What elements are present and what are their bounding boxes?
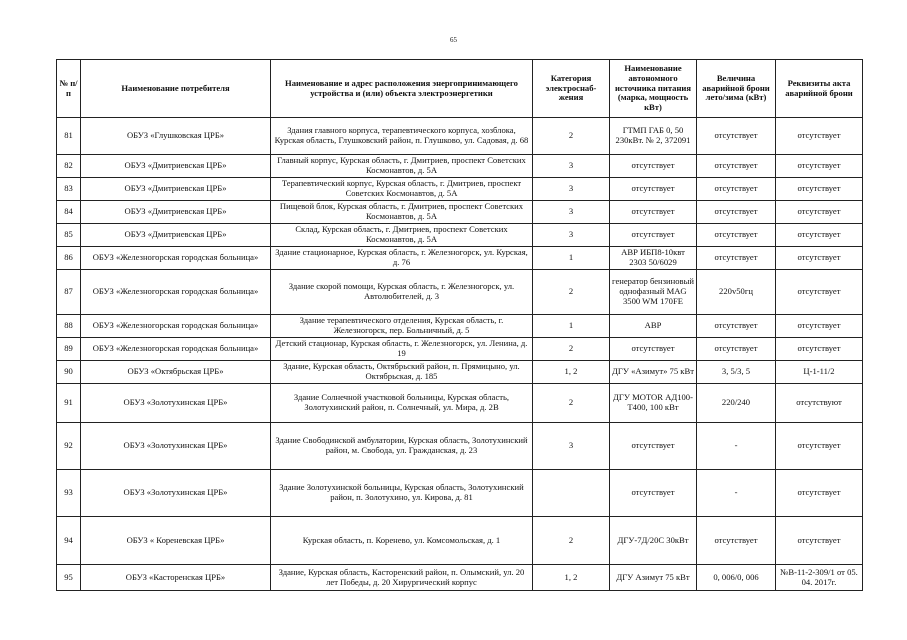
table-row bbox=[57, 315, 863, 338]
row-num: 84 bbox=[57, 201, 81, 224]
row-reserve: 0, 006/0, 006 bbox=[697, 565, 776, 591]
row-consumer: ОБУЗ «Глушковская ЦРБ» bbox=[81, 118, 271, 155]
row-source: ГТМП ГАБ 0, 50 230кВт. № 2, 372091 bbox=[610, 118, 697, 155]
row-address: Здание стационарное, Курская область, г. Железногорск, ул. Курская, д. 76 bbox=[271, 247, 533, 270]
row-reserve: отсутствует bbox=[697, 247, 776, 270]
row-num: 83 bbox=[57, 178, 81, 201]
row-act: отсутствуют bbox=[776, 384, 863, 423]
row-category: 3 bbox=[533, 178, 610, 201]
row-source: отсутствует bbox=[610, 338, 697, 361]
row-consumer: ОБУЗ «Золотухинская ЦРБ» bbox=[81, 384, 271, 423]
row-act: отсутствует bbox=[776, 423, 863, 470]
header-act: Реквизиты акта аварийной брони bbox=[776, 60, 863, 118]
table-row bbox=[57, 338, 863, 361]
row-category: 3 bbox=[533, 423, 610, 470]
row-num: 93 bbox=[57, 470, 81, 517]
row-consumer: ОБУЗ «Дмитриевская ЦРБ» bbox=[81, 201, 271, 224]
row-reserve: - bbox=[697, 470, 776, 517]
row-source: отсутствует bbox=[610, 178, 697, 201]
row-address: Здание, Курская область, Октябрьский район, п. Прямицыно, ул. Октябрьская, д. 185 bbox=[271, 361, 533, 384]
header-address: Наименование и адрес расположения энергопринимающего устройства и (или) объекта электроэнергетики bbox=[271, 60, 533, 118]
row-address: Терапевтический корпус, Курская область, г. Дмитриев, проспект Советских Космонавтов, д. 5А bbox=[271, 178, 533, 201]
header-reserve: Величина аварийной брони лето/зима (кВт) bbox=[697, 60, 776, 118]
row-address: Здание Свободинской амбулатории, Курская область, Золотухинский район, м. Свобода, ул. Гражданская, д. 23 bbox=[271, 423, 533, 470]
row-address: Здание скорой помощи, Курская область, г. Железногорск, ул. Автолюбителей, д. 3 bbox=[271, 270, 533, 315]
row-category: 1 bbox=[533, 315, 610, 338]
row-act: отсутствует bbox=[776, 315, 863, 338]
row-consumer: ОБУЗ « Кореневская ЦРБ» bbox=[81, 517, 271, 565]
row-num: 91 bbox=[57, 384, 81, 423]
row-address: Главный корпус, Курская область, г. Дмитриев, проспект Советских Космонавтов, д. 5А bbox=[271, 155, 533, 178]
row-num: 85 bbox=[57, 224, 81, 247]
row-category: 2 bbox=[533, 270, 610, 315]
row-reserve: отсутствует bbox=[697, 155, 776, 178]
table-row bbox=[57, 201, 863, 224]
row-source: ДГУ «Азимут» 75 кВт bbox=[610, 361, 697, 384]
row-act: отсутствует bbox=[776, 118, 863, 155]
row-num: 87 bbox=[57, 270, 81, 315]
row-num: 95 bbox=[57, 565, 81, 591]
row-num: 81 bbox=[57, 118, 81, 155]
table-row bbox=[57, 423, 863, 470]
row-source: отсутствует bbox=[610, 224, 697, 247]
table-row bbox=[57, 247, 863, 270]
row-address: Склад, Курская область, г. Дмитриев, проспект Советских Космонавтов, д. 5А bbox=[271, 224, 533, 247]
row-consumer: ОБУЗ «Железногорская городская больница» bbox=[81, 315, 271, 338]
row-address: Здание Золотухинской больницы, Курская область, Золотухинский район, п. Золотухино, ул. Кирова, д. 81 bbox=[271, 470, 533, 517]
row-source: отсутствует bbox=[610, 155, 697, 178]
row-reserve: отсутствует bbox=[697, 178, 776, 201]
row-act: отсутствует bbox=[776, 270, 863, 315]
row-num: 89 bbox=[57, 338, 81, 361]
row-address: Здание Солнечной участковой больницы, Курская область, Золотухинский район, п. Солнечный, ул. Мира, д. 2В bbox=[271, 384, 533, 423]
table-row bbox=[57, 178, 863, 201]
table-row bbox=[57, 155, 863, 178]
row-reserve: отсутствует bbox=[697, 315, 776, 338]
row-reserve: 220v50гц bbox=[697, 270, 776, 315]
row-act: отсутствует bbox=[776, 338, 863, 361]
row-act: отсутствует bbox=[776, 155, 863, 178]
table-row bbox=[57, 118, 863, 155]
row-act: отсутствует bbox=[776, 224, 863, 247]
row-reserve: - bbox=[697, 423, 776, 470]
header-category: Категория электроснаб-жения bbox=[533, 60, 610, 118]
row-source: отсутствует bbox=[610, 201, 697, 224]
row-reserve: отсутствует bbox=[697, 201, 776, 224]
row-source: ДГУ MOTOR АД100-Т400, 100 кВт bbox=[610, 384, 697, 423]
row-source: АВР bbox=[610, 315, 697, 338]
row-num: 90 bbox=[57, 361, 81, 384]
row-num: 94 bbox=[57, 517, 81, 565]
row-source: ДГУ Азимут 75 кВт bbox=[610, 565, 697, 591]
row-address: Здания главного корпуса, терапевтического корпуса, хозблока, Курская область, Глушковский район, п. Глушково, ул. Садовая, д. 68 bbox=[271, 118, 533, 155]
header-consumer: Наименование потребителя bbox=[81, 60, 271, 118]
row-reserve: 220/240 bbox=[697, 384, 776, 423]
row-category: 3 bbox=[533, 224, 610, 247]
row-act: отсутствует bbox=[776, 201, 863, 224]
row-reserve: отсутствует bbox=[697, 118, 776, 155]
row-num: 88 bbox=[57, 315, 81, 338]
table-header-row bbox=[57, 60, 863, 118]
row-act: Ц-1-11/2 bbox=[776, 361, 863, 384]
row-address: Здание терапевтического отделения, Курская область, г. Железногорск, пер. Больничный, д. 5 bbox=[271, 315, 533, 338]
row-act: отсутствует bbox=[776, 178, 863, 201]
row-source: АВР ИБП8-10квт 2303 50/6029 bbox=[610, 247, 697, 270]
table-row bbox=[57, 517, 863, 565]
consumers-table bbox=[56, 59, 863, 591]
row-category: 2 bbox=[533, 118, 610, 155]
row-act: отсутствует bbox=[776, 247, 863, 270]
row-num: 82 bbox=[57, 155, 81, 178]
row-source: отсутствует bbox=[610, 470, 697, 517]
row-address: Здание, Курская область, Касторенский район, п. Олымский, ул. 20 лет Победы, д. 20 Хирургический корпус bbox=[271, 565, 533, 591]
row-category: 2 bbox=[533, 338, 610, 361]
row-consumer: ОБУЗ «Дмитриевская ЦРБ» bbox=[81, 178, 271, 201]
row-address: Пищевой блок, Курская область, г. Дмитриев, проспект Советских Космонавтов, д. 5А bbox=[271, 201, 533, 224]
row-consumer: ОБУЗ «Железногорская городская больница» bbox=[81, 270, 271, 315]
row-category bbox=[533, 470, 610, 517]
table-row bbox=[57, 565, 863, 591]
table-row bbox=[57, 470, 863, 517]
row-source: отсутствует bbox=[610, 423, 697, 470]
row-num: 86 bbox=[57, 247, 81, 270]
row-category: 2 bbox=[533, 517, 610, 565]
row-category: 1 bbox=[533, 247, 610, 270]
row-consumer: ОБУЗ «Дмитриевская ЦРБ» bbox=[81, 155, 271, 178]
row-act: отсутствует bbox=[776, 517, 863, 565]
row-reserve: 3, 5/3, 5 bbox=[697, 361, 776, 384]
row-source: ДГУ-7Д/20С 30кВт bbox=[610, 517, 697, 565]
row-consumer: ОБУЗ «Железногорская городская больница» bbox=[81, 338, 271, 361]
table-row bbox=[57, 361, 863, 384]
row-category: 1, 2 bbox=[533, 565, 610, 591]
row-reserve: отсутствует bbox=[697, 338, 776, 361]
row-consumer: ОБУЗ «Касторенская ЦРБ» bbox=[81, 565, 271, 591]
row-category: 3 bbox=[533, 155, 610, 178]
row-reserve: отсутствует bbox=[697, 517, 776, 565]
row-act: №В-11-2-309/1 от 05. 04. 2017г. bbox=[776, 565, 863, 591]
row-address: Детский стационар, Курская область, г. Железногорск, ул. Ленина, д. 19 bbox=[271, 338, 533, 361]
header-source: Наименование автономного источника питания (марка, мощность кВт) bbox=[610, 60, 697, 118]
header-num: № п/п bbox=[57, 60, 81, 118]
row-category: 3 bbox=[533, 201, 610, 224]
table-row bbox=[57, 224, 863, 247]
row-consumer: ОБУЗ «Дмитриевская ЦРБ» bbox=[81, 224, 271, 247]
row-category: 1, 2 bbox=[533, 361, 610, 384]
row-consumer: ОБУЗ «Железногорская городская больница» bbox=[81, 247, 271, 270]
row-reserve: отсутствует bbox=[697, 224, 776, 247]
table-row bbox=[57, 270, 863, 315]
row-consumer: ОБУЗ «Золотухинская ЦРБ» bbox=[81, 423, 271, 470]
row-source: генератор бензиновый однофазный MAG 3500 WM 170FE bbox=[610, 270, 697, 315]
row-act: отсутствует bbox=[776, 470, 863, 517]
row-consumer: ОБУЗ «Октябрьская ЦРБ» bbox=[81, 361, 271, 384]
row-num: 92 bbox=[57, 423, 81, 470]
row-category: 2 bbox=[533, 384, 610, 423]
row-address: Курская область, п. Коренево, ул. Комсомольская, д. 1 bbox=[271, 517, 533, 565]
page-number: 65 bbox=[450, 36, 457, 44]
table-row bbox=[57, 384, 863, 423]
row-consumer: ОБУЗ «Золотухинская ЦРБ» bbox=[81, 470, 271, 517]
